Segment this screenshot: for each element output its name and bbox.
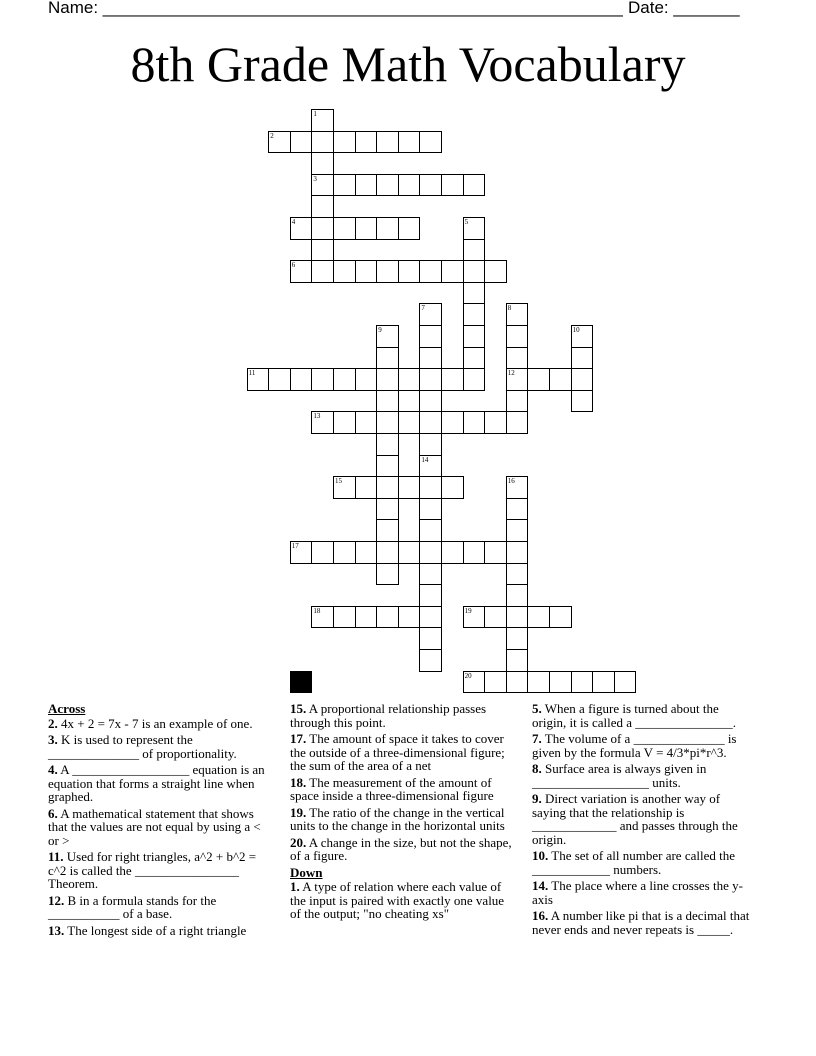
name-field[interactable]: Name: _______________________________________________________ xyxy=(48,0,623,17)
grid-cell[interactable] xyxy=(441,260,464,283)
date-field[interactable]: Date: _______ xyxy=(628,0,740,17)
grid-cell[interactable] xyxy=(484,260,507,283)
grid-cell[interactable] xyxy=(419,563,442,586)
clue-down xyxy=(532,849,756,876)
clue-number: 1 xyxy=(313,110,317,118)
grid-cell[interactable] xyxy=(333,368,356,391)
clue-text: A proportional relationship passes through this point. xyxy=(290,701,487,730)
grid-cell[interactable] xyxy=(463,368,486,391)
clue-across xyxy=(290,806,514,833)
clue-across xyxy=(48,894,272,921)
clue-text: A number like pi that is a decimal that never ends and never repeats is _____. xyxy=(532,908,750,937)
across-heading: Across xyxy=(48,701,86,716)
grid-cell[interactable] xyxy=(355,541,378,564)
grid-cell[interactable] xyxy=(463,606,486,629)
down-heading: Down xyxy=(290,864,323,880)
grid-cell[interactable] xyxy=(268,368,291,391)
grid-cell[interactable] xyxy=(376,541,399,564)
grid-cell[interactable] xyxy=(506,303,529,326)
grid-cell[interactable] xyxy=(571,390,594,413)
clue-number-label: 2. xyxy=(48,715,58,731)
clue-number-label: 17. xyxy=(290,731,307,746)
clue-across xyxy=(48,717,272,731)
grid-cell[interactable] xyxy=(506,563,529,586)
grid-cell[interactable] xyxy=(333,174,356,197)
grid-cell[interactable] xyxy=(398,476,421,499)
clue-text: The measurement of the amount of space inside a three-dimensional figure xyxy=(290,774,494,803)
clue-down xyxy=(532,702,756,729)
grid-cell[interactable] xyxy=(484,541,507,564)
grid-cell[interactable] xyxy=(419,649,442,672)
clue-text: A change in the size, but not the shape, of a figure. xyxy=(290,834,512,863)
clue-column-3 xyxy=(532,702,756,939)
grid-cell[interactable] xyxy=(376,411,399,434)
clue-text: A type of relation where each value of the input is paired with exactly one value of the output; "no cheating xs" xyxy=(290,879,505,921)
clue-number: 10 xyxy=(572,326,580,334)
grid-cell[interactable] xyxy=(376,390,399,413)
grid-cell[interactable] xyxy=(441,174,464,197)
grid-cell[interactable] xyxy=(592,671,615,694)
clue-across xyxy=(290,702,514,729)
grid-cell[interactable] xyxy=(463,282,486,305)
clue-across xyxy=(290,836,514,863)
clue-text: Surface area is always given in __________________ units. xyxy=(532,761,707,790)
clue-number-label: 19. xyxy=(290,804,307,820)
grid-cell[interactable] xyxy=(571,325,594,348)
clue-number-label: 9. xyxy=(532,791,542,806)
grid-cell[interactable] xyxy=(441,541,464,564)
grid-cell[interactable] xyxy=(355,131,378,154)
clue-number: 17 xyxy=(291,542,299,550)
grid-cell[interactable] xyxy=(419,347,442,370)
grid-cell[interactable] xyxy=(549,606,572,629)
grid-cell[interactable] xyxy=(355,411,378,434)
grid-cell[interactable] xyxy=(376,131,399,154)
clue-number: 8 xyxy=(507,304,512,313)
clue-number-label: 8. xyxy=(532,761,542,776)
grid-cell[interactable] xyxy=(311,152,334,175)
clue-text: The amount of space it takes to cover the outside of a three-dimensional figure; the sum of the area of a net xyxy=(290,731,505,773)
grid-cell[interactable] xyxy=(398,217,421,240)
clue-down xyxy=(532,909,756,936)
clue-number: 9 xyxy=(378,326,382,334)
clue-number-label: 6. xyxy=(48,805,58,821)
clue-number-label: 1. xyxy=(290,879,300,894)
grid-cell[interactable] xyxy=(419,498,442,521)
clue-number: 7 xyxy=(421,304,425,313)
clue-number-label: 4. xyxy=(48,762,58,777)
clue-number: 13 xyxy=(313,412,321,421)
grid-cell[interactable] xyxy=(484,411,507,434)
grid-cell[interactable] xyxy=(506,368,529,391)
grid-cell[interactable] xyxy=(419,411,442,434)
clue-across xyxy=(290,732,514,773)
black-cell xyxy=(290,671,313,694)
clue-text: When a figure is turned about the origin, it is called a _______________. xyxy=(532,701,737,730)
grid-cell[interactable] xyxy=(463,174,486,197)
grid-cell[interactable] xyxy=(398,174,421,197)
page-title: 8th Grade Math Vocabulary xyxy=(130,36,686,92)
clue-column-2 xyxy=(290,702,514,924)
grid-cell[interactable] xyxy=(463,411,486,434)
grid-cell[interactable] xyxy=(571,347,594,370)
grid-cell[interactable] xyxy=(311,195,334,218)
clue-number: 6 xyxy=(291,261,296,270)
grid-cell[interactable] xyxy=(506,584,529,607)
grid-cell[interactable] xyxy=(506,411,529,434)
grid-cell[interactable] xyxy=(463,260,486,283)
grid-cell[interactable] xyxy=(311,174,334,197)
grid-cell[interactable] xyxy=(398,411,421,434)
clue-number-label: 14. xyxy=(532,878,549,893)
clue-number: 18 xyxy=(313,606,321,615)
clue-across xyxy=(48,924,272,938)
grid-cell[interactable] xyxy=(376,217,399,240)
grid-cell[interactable] xyxy=(463,239,486,262)
clue-text: K is used to represent the ______________ of proportionality. xyxy=(48,732,237,761)
grid-cell[interactable] xyxy=(527,606,550,629)
grid-cell[interactable] xyxy=(290,217,313,240)
grid-cell[interactable] xyxy=(376,519,399,542)
grid-cell[interactable] xyxy=(311,260,334,283)
clue-number-label: 10. xyxy=(532,848,549,863)
clue-number-label: 20. xyxy=(290,834,307,850)
grid-cell[interactable] xyxy=(376,174,399,197)
grid-cell[interactable] xyxy=(376,368,399,391)
grid-cell[interactable] xyxy=(506,498,529,521)
grid-cell[interactable] xyxy=(376,325,399,348)
clue-text: The place where a line crosses the y-axis xyxy=(532,878,743,907)
grid-cell[interactable] xyxy=(376,433,399,456)
clue-text: Direct variation is another way of saying that the relationship is _____________ and passes through the origin. xyxy=(532,791,738,847)
clue-number-label: 12. xyxy=(48,892,65,908)
grid-cell[interactable] xyxy=(549,671,572,694)
clue-number: 2 xyxy=(270,131,274,140)
clue-number: 14 xyxy=(421,455,429,464)
clue-number-label: 7. xyxy=(532,731,542,746)
grid-cell[interactable] xyxy=(506,671,529,694)
grid-cell[interactable] xyxy=(355,606,378,629)
grid-cell[interactable] xyxy=(441,368,464,391)
grid-cell[interactable] xyxy=(419,174,442,197)
clue-text: 4x + 2 = 7x - 7 is an example of one. xyxy=(61,715,253,731)
grid-cell[interactable] xyxy=(463,671,486,694)
grid-cell[interactable] xyxy=(463,541,486,564)
clue-number-label: 18. xyxy=(290,774,307,790)
grid-cell[interactable] xyxy=(419,390,442,413)
grid-cell[interactable] xyxy=(506,519,529,542)
grid-cell[interactable] xyxy=(419,627,442,650)
grid-cell[interactable] xyxy=(614,671,637,694)
grid-cell[interactable] xyxy=(376,476,399,499)
grid-cell[interactable] xyxy=(247,368,270,391)
grid-cell[interactable] xyxy=(419,606,442,629)
grid-cell[interactable] xyxy=(506,325,529,348)
clue-down xyxy=(290,880,514,921)
grid-cell[interactable] xyxy=(441,411,464,434)
clue-number: 11 xyxy=(248,369,256,378)
clue-across xyxy=(48,850,272,891)
grid-cell[interactable] xyxy=(398,131,421,154)
clue-across xyxy=(48,733,272,760)
grid-cell[interactable] xyxy=(311,217,334,240)
grid-cell[interactable] xyxy=(290,260,313,283)
grid-cell[interactable] xyxy=(311,239,334,262)
clue-across xyxy=(290,776,514,803)
clue-down xyxy=(532,879,756,906)
grid-cell[interactable] xyxy=(484,671,507,694)
grid-cell[interactable] xyxy=(376,498,399,521)
clue-number: 12 xyxy=(507,369,515,378)
clue-number-label: 11. xyxy=(48,849,64,864)
grid-cell[interactable] xyxy=(333,606,356,629)
clue-number: 5 xyxy=(464,218,469,226)
clue-text: The set of all number are called the ____________ numbers. xyxy=(532,848,735,877)
grid-cell[interactable] xyxy=(571,368,594,391)
clue-number: 15 xyxy=(335,477,342,486)
grid-cell[interactable] xyxy=(419,260,442,283)
grid-cell[interactable] xyxy=(311,541,334,564)
grid-cell[interactable] xyxy=(311,131,334,154)
grid-cell[interactable] xyxy=(549,368,572,391)
grid-cell[interactable] xyxy=(355,476,378,499)
grid-cell[interactable] xyxy=(419,476,442,499)
grid-cell[interactable] xyxy=(441,476,464,499)
grid-cell[interactable] xyxy=(355,368,378,391)
clue-number-label: 15. xyxy=(290,701,307,716)
clue-text: A __________________ equation is an equation that forms a straight line when graphed. xyxy=(48,762,265,804)
clue-number: 3 xyxy=(313,174,317,183)
grid-cell[interactable] xyxy=(398,260,421,283)
grid-cell[interactable] xyxy=(419,325,442,348)
grid-cell[interactable] xyxy=(419,541,442,564)
clue-text: Used for right triangles, a^2 + b^2 = c^2 is called the ________________ Theorem. xyxy=(48,849,257,891)
clue-number: 4 xyxy=(291,218,296,226)
clue-text: B in a formula stands for the ___________ of a base. xyxy=(48,892,217,921)
grid-cell[interactable] xyxy=(355,217,378,240)
grid-cell[interactable] xyxy=(268,131,291,154)
clue-number: 16 xyxy=(507,477,515,486)
grid-cell[interactable] xyxy=(333,131,356,154)
grid-cell[interactable] xyxy=(355,260,378,283)
grid-cell[interactable] xyxy=(484,606,507,629)
grid-cell[interactable] xyxy=(290,541,313,564)
grid-cell[interactable] xyxy=(333,541,356,564)
grid-cell[interactable] xyxy=(398,541,421,564)
clue-number-label: 16. xyxy=(532,908,549,923)
grid-cell[interactable] xyxy=(419,433,442,456)
grid-cell[interactable] xyxy=(333,476,356,499)
grid-cell[interactable] xyxy=(571,671,594,694)
grid-cell[interactable] xyxy=(311,368,334,391)
clue-text: A mathematical statement that shows that the values are not equal by using a < or > xyxy=(48,805,261,848)
grid-cell[interactable] xyxy=(419,303,442,326)
clue-text: The volume of a ______________ is given by the formula V = 4/3*pi*r^3. xyxy=(532,731,737,760)
grid-cell[interactable] xyxy=(527,671,550,694)
grid-cell[interactable] xyxy=(527,368,550,391)
grid-cell[interactable] xyxy=(419,519,442,542)
grid-cell[interactable] xyxy=(290,131,313,154)
clue-down xyxy=(532,762,756,789)
grid-cell[interactable] xyxy=(463,303,486,326)
clue-number-label: 13. xyxy=(48,922,65,938)
grid-cell[interactable] xyxy=(506,347,529,370)
grid-cell[interactable] xyxy=(333,217,356,240)
grid-cell[interactable] xyxy=(376,563,399,586)
grid-cell[interactable] xyxy=(506,627,529,650)
grid-cell[interactable] xyxy=(376,606,399,629)
grid-cell[interactable] xyxy=(398,606,421,629)
grid-cell[interactable] xyxy=(398,368,421,391)
grid-cell[interactable] xyxy=(419,584,442,607)
grid-cell[interactable] xyxy=(419,455,442,478)
clue-number-label: 5. xyxy=(532,701,542,716)
clue-text: The ratio of the change in the vertical units to the change in the horizontal units xyxy=(290,804,505,833)
grid-cell[interactable] xyxy=(376,455,399,478)
grid-cell[interactable] xyxy=(419,368,442,391)
grid-cell[interactable] xyxy=(311,411,334,434)
grid-cell[interactable] xyxy=(311,606,334,629)
clue-across xyxy=(48,763,272,804)
grid-cell[interactable] xyxy=(506,649,529,672)
grid-cell[interactable] xyxy=(333,260,356,283)
grid-cell[interactable] xyxy=(463,217,486,240)
clue-across xyxy=(48,807,272,848)
grid-cell[interactable] xyxy=(506,541,529,564)
grid-cell[interactable] xyxy=(355,174,378,197)
clue-number: 20 xyxy=(464,671,472,680)
clue-text: The longest side of a right triangle xyxy=(67,922,247,938)
grid-cell[interactable] xyxy=(463,325,486,348)
grid-cell[interactable] xyxy=(419,131,442,154)
grid-cell[interactable] xyxy=(463,347,486,370)
grid-cell[interactable] xyxy=(506,476,529,499)
grid-cell[interactable] xyxy=(290,368,313,391)
clue-number: 19 xyxy=(464,606,472,615)
clue-down xyxy=(532,732,756,759)
grid-cell[interactable] xyxy=(376,347,399,370)
clue-column-1 xyxy=(48,702,272,940)
grid-cell[interactable] xyxy=(506,390,529,413)
grid-cell[interactable] xyxy=(311,109,334,132)
grid-cell[interactable] xyxy=(376,260,399,283)
clue-down xyxy=(532,792,756,846)
clue-number-label: 3. xyxy=(48,732,58,747)
grid-cell[interactable] xyxy=(333,411,356,434)
grid-cell[interactable] xyxy=(506,606,529,629)
